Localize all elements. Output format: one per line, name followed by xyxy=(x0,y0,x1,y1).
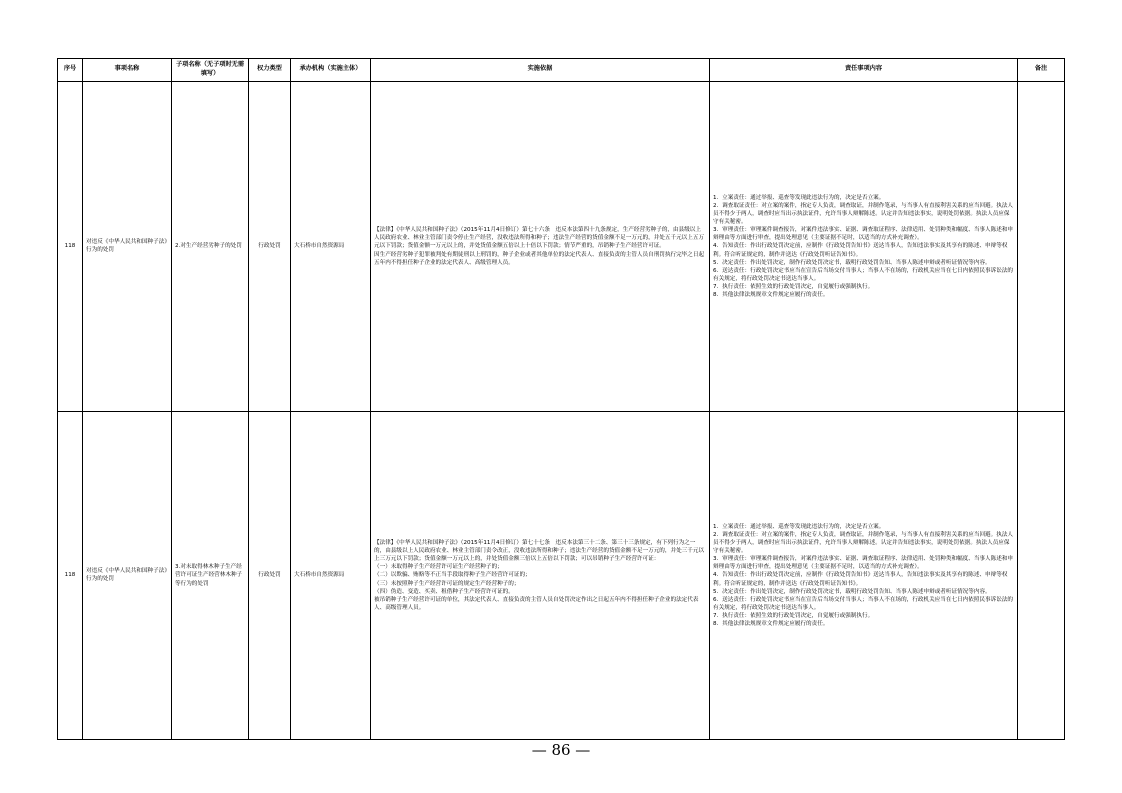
header-agency: 承办机构（实施主体） xyxy=(291,59,371,82)
basis-line: 因生产经营劣种子犯罪被判处有期徒刑以上刑罚的，种子企业或者其他单位的法定代表人、直接负责的主管人员自刑罚执行完毕之日起五年内不得担任种子企业的法定代表人、高级管理人员。 xyxy=(374,251,705,266)
cell-power-type: 行政处罚 xyxy=(249,411,291,739)
duty-item: 5．决定责任：作出处罚决定，制作行政处罚决定书，载明行政处罚告知、当事人陈述申辩或者听证情况等内容。 xyxy=(713,259,991,266)
basis-line: （一）未取得种子生产经营许可证生产经营种子的； xyxy=(374,564,503,571)
basis-line: （四）伪造、变造、买卖、租借种子生产经营许可证的。 xyxy=(374,588,514,595)
table-header-row xyxy=(58,59,1065,82)
duty-item: 1．立案责任：通过举报、巡查等发现此违法行为的，决定是否立案。 xyxy=(713,194,885,201)
cell-duties xyxy=(710,411,1018,739)
cell-seq: 118 xyxy=(58,411,83,739)
cell-seq: 118 xyxy=(58,81,83,411)
duty-item: 1．立案责任：通过举报、巡查等发现此违法行为的，决定是否立案。 xyxy=(713,523,885,530)
cell-remarks xyxy=(1018,81,1065,411)
duty-item: 7．执行责任：依照生效的行政处罚决定，自觉履行或强制执行。 xyxy=(713,612,874,619)
duty-item: 8．其他法律法规规章文件规定应履行的责任。 xyxy=(713,292,829,299)
cell-basis xyxy=(371,411,710,739)
header-subitem-name: 子项名称（无子项时无需填写） xyxy=(172,59,249,82)
cell-duties xyxy=(710,81,1018,411)
duty-item: 8．其他法律法规规章文件规定应履行的责任。 xyxy=(713,621,829,628)
cell-remarks xyxy=(1018,411,1065,739)
duty-item: 6．送达责任：行政处罚决定书应当在宣告后当场交付当事人；当事人不在场的，行政机关应当在七日内依照民事诉讼法的有关规定，将行政处罚决定书送达当事人。 xyxy=(713,267,1014,282)
header-duties: 责任事项内容 xyxy=(710,59,1018,82)
duty-item: 5．决定责任：作出处罚决定，制作行政处罚决定书，载明行政处罚告知、当事人陈述申辩或者听证情况等内容。 xyxy=(713,588,991,595)
cell-item-name: 对违反《中华人民共和国种子法》行为的处罚 xyxy=(83,81,172,411)
duty-item: 2．调查取证责任：对立案的案件，指定专人负责，调查取证，并制作笔录，与当事人有直接利害关系的应当回避。执法人员不得少于两人，调查时应当出示执法证件，允许当事人辩解陈述。认定并告知违法事实，说明处罚依据。执法人员应保守有关秘密。 xyxy=(713,202,1014,226)
table-row xyxy=(58,411,1065,739)
duty-item: 6．送达责任：行政处罚决定书应当在宣告后当场交付当事人；当事人不在场的，行政机关应当在七日内依照民事诉讼法的有关规定，将行政处罚决定书送达当事人。 xyxy=(713,596,1014,611)
duty-item: 4．告知责任：作出行政处罚决定前，应制作《行政处罚告知书》送达当事人，告知违法事实及其享有的陈述、申辩等权利。符合听证规定的，制作并送达《行政处罚听证告知书》。 xyxy=(713,243,1008,258)
header-remarks: 备注 xyxy=(1018,59,1065,82)
basis-line: 【法律】《中华人民共和国种子法》（2015年11月4日修订）第七十六条 违反本法第四十九条规定，生产经营劣种子的，由县级以上人民政府农业、林业主管部门责令停止生产经营，没收违法所得和种子；违法生产经营的货值金额不足一万元的，并处五千元以上五万元以下罚款；货值金额一万元以上的，并处货值金额五倍以上十倍以下罚款；情节严重的，吊销种子生产经营许可证。 xyxy=(374,227,705,250)
table-row xyxy=(58,81,1065,411)
page-number: — 86 — xyxy=(531,741,591,759)
header-power-type: 权力类型 xyxy=(249,59,291,82)
duty-item: 3．审理责任：审理案件调查报告，对案件违法事实、证据、调查取证程序、法律适用、处罚种类和幅度、当事人陈述和申辩理由等方面进行审查，提出处理意见（主要证据不足时，以适当的方式补充调查）。 xyxy=(713,227,1014,242)
cell-subitem-name: 3.对未取得林木种子生产经营许可证生产经营林木种子等行为的处罚 xyxy=(172,411,249,739)
cell-agency: 大石桥市自然资源局 xyxy=(291,411,371,739)
header-item-name: 事项名称 xyxy=(83,59,172,82)
header-seq: 序号 xyxy=(58,59,83,82)
cell-item-name: 对违反《中华人民共和国种子法》行为的处罚 xyxy=(83,411,172,739)
duty-item: 7．执行责任：依照生效的行政处罚决定，自觉履行或强制执行。 xyxy=(713,283,874,290)
cell-power-type: 行政处罚 xyxy=(249,81,291,411)
basis-line: （三）未按照种子生产经营许可证的规定生产经营种子的； xyxy=(374,580,520,587)
cell-agency: 大石桥市自然资源局 xyxy=(291,81,371,411)
basis-line: 【法律】《中华人民共和国种子法》（2015年11月4日修订）第七十七条 违反本法第三十二条、第三十三条规定，有下列行为之一的，由县级以上人民政府农业、林业主管部门责令改正，没收违法所得和种子；违法生产经营的货值金额不足一万元的，并处三千元以上三万元以下罚款；货值金额一万元以上的，并处货值金额三倍以上五倍以下罚款；可以吊销种子生产经营许可证： xyxy=(374,539,705,563)
duty-item: 3．审理责任：审理案件调查报告，对案件违法事实、证据、调查取证程序、法律适用、处罚种类和幅度、当事人陈述和申辩理由等方面进行审查，提出处理意见（主要证据不足时，以适当的方式补充调查）。 xyxy=(713,556,1014,571)
cell-subitem-name: 2.对生产经营劣种子的处罚 xyxy=(172,81,249,411)
basis-line: （二）以欺骗、贿赂等不正当手段取得种子生产经营许可证的； xyxy=(374,572,531,579)
duty-item: 4．告知责任：作出行政处罚决定前，应制作《行政处罚告知书》送达当事人，告知违法事实及其享有的陈述、申辩等权利。符合听证规定的，制作并送达《行政处罚听证告知书》。 xyxy=(713,572,1008,587)
header-basis: 实施依据 xyxy=(371,59,710,82)
basis-line: 被吊销种子生产经营许可证的单位，其法定代表人、直接负责的主管人员自处罚决定作出之日起五年内不得担任种子企业的法定代表人、高级管理人员。 xyxy=(374,596,699,611)
duty-item: 2．调查取证责任：对立案的案件，指定专人负责，调查取证，并制作笔录，与当事人有直接利害关系的应当回避。执法人员不得少于两人，调查时应当出示执法证件，允许当事人辩解陈述。认定并告知违法事实，说明处罚依据。执法人员应保守有关秘密。 xyxy=(713,531,1014,555)
cell-basis xyxy=(371,81,710,411)
power-list-table xyxy=(57,58,1065,740)
